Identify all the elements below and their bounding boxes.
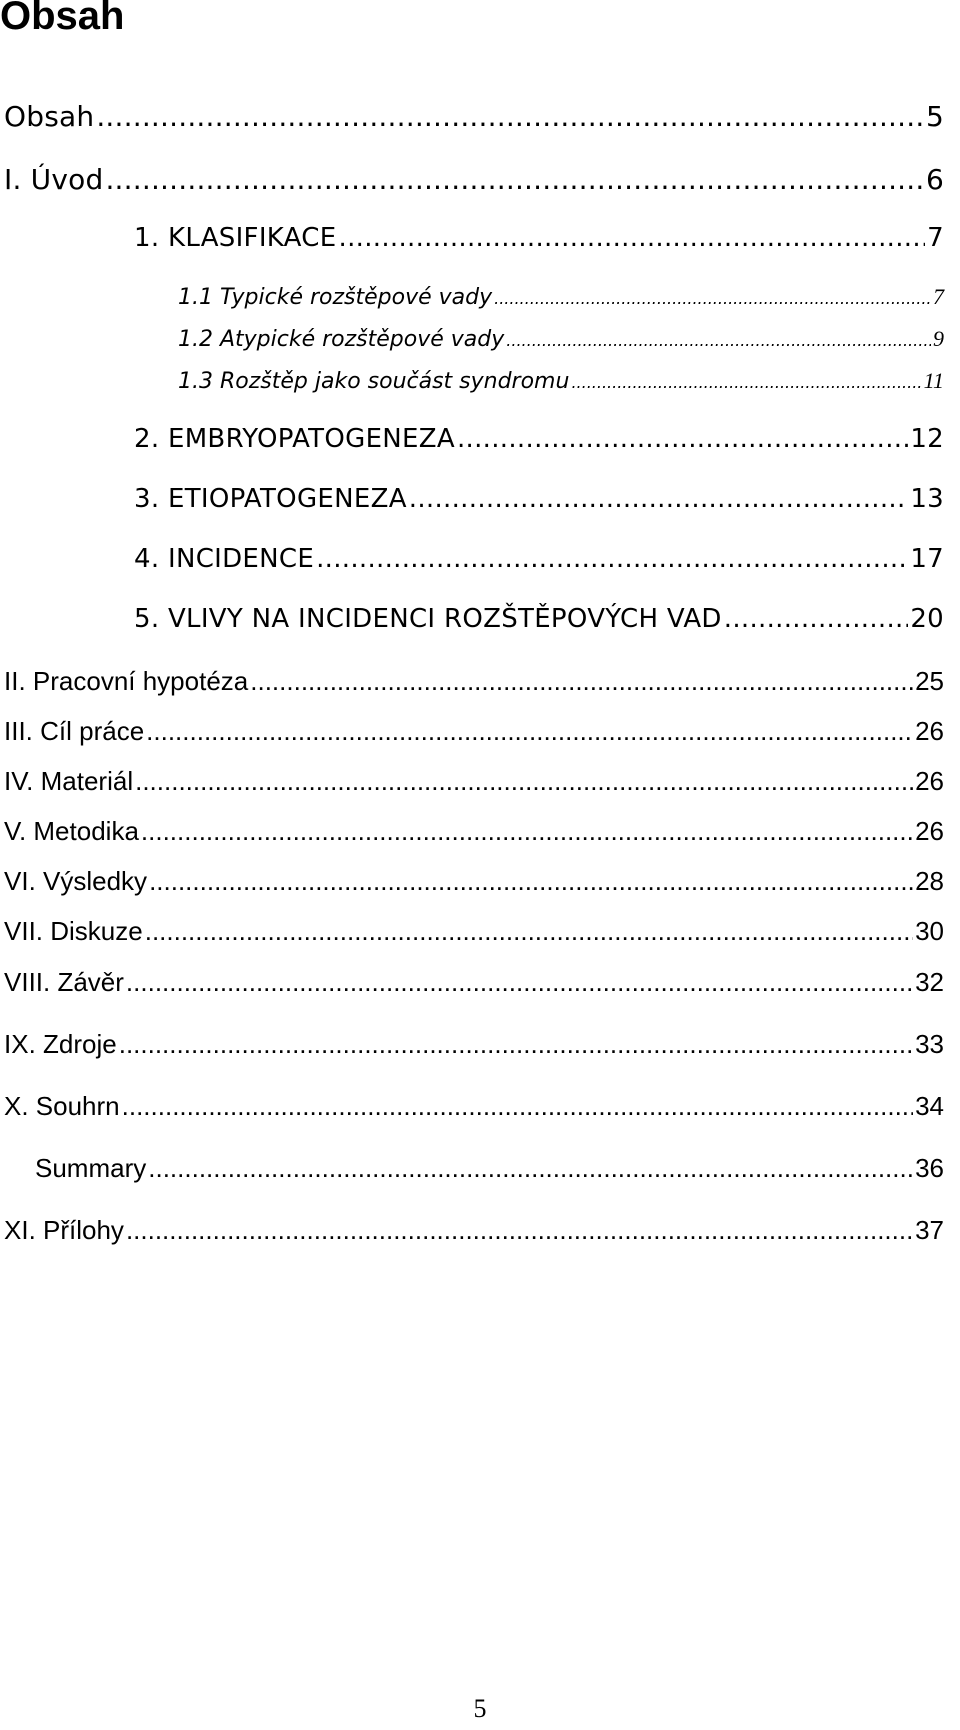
toc-entry-title: Obsah — [4, 100, 95, 133]
toc-entry-page: 11 — [923, 368, 944, 393]
toc-entry-title: V. Metodika — [4, 816, 139, 846]
toc-entry-page: 7 — [927, 223, 944, 253]
toc-entry-embryopatogeneza[interactable] — [134, 424, 944, 454]
toc-entry-etiopatogeneza[interactable] — [134, 484, 944, 514]
toc-entry-page: 28 — [915, 866, 944, 896]
dot-leader — [506, 331, 931, 350]
toc-entry-title: II. Pracovní hypotéza — [4, 666, 249, 696]
toc-entry-page: 17 — [910, 544, 944, 574]
toc-entry-syndrom[interactable] — [178, 368, 944, 394]
dot-leader — [316, 544, 908, 574]
toc-entry-title: VII. Diskuze — [4, 916, 143, 946]
toc-entry-atypicke[interactable] — [178, 326, 944, 352]
toc-entry-cil[interactable] — [4, 716, 944, 747]
toc-entry-title: I. Úvod — [4, 163, 104, 196]
toc-entry-title: 5. VLIVY NA INCIDENCI ROZŠTĚPOVÝCH VAD — [134, 604, 722, 634]
toc-entry-page: 26 — [915, 716, 944, 746]
dot-leader — [122, 1091, 913, 1122]
toc-entry-material[interactable] — [4, 766, 944, 797]
dot-leader — [146, 716, 913, 747]
toc-entry-title: 3. ETIOPATOGENEZA — [134, 484, 407, 514]
toc-entry-page: 26 — [915, 816, 944, 846]
dot-leader — [145, 916, 913, 947]
page-number: 5 — [473, 1694, 487, 1723]
toc-entry-title: X. Souhrn — [4, 1091, 120, 1121]
toc-entry-title: 1. KLASIFIKACE — [134, 223, 337, 253]
dot-leader — [250, 666, 913, 697]
toc-entry-title: Summary — [35, 1153, 147, 1183]
dot-leader — [119, 1029, 913, 1060]
dot-leader — [141, 816, 913, 847]
toc-entry-metodika[interactable] — [4, 816, 944, 847]
toc-entry-zaver[interactable] — [4, 967, 944, 998]
dot-leader — [149, 866, 913, 897]
toc-entry-page: 37 — [915, 1215, 944, 1245]
dot-leader — [571, 373, 921, 392]
toc-entry-incidence[interactable] — [134, 544, 944, 574]
toc-entry-uvod[interactable] — [4, 163, 944, 196]
toc-entry-title: 1.2 Atypické rozštěpové vady — [178, 327, 505, 352]
toc-entry-vlivy[interactable] — [134, 604, 944, 634]
dot-leader — [409, 484, 909, 514]
toc-entry-title: IX. Zdroje — [4, 1029, 117, 1059]
toc-entry-vysledky[interactable] — [4, 866, 944, 897]
toc-entry-prilohy[interactable] — [4, 1215, 944, 1246]
dot-leader — [126, 1215, 913, 1246]
toc-entry-diskuze[interactable] — [4, 916, 944, 947]
dot-leader — [724, 604, 909, 634]
dot-leader — [457, 424, 908, 454]
toc-entry-page: 33 — [915, 1029, 944, 1059]
toc-entry-page: 34 — [915, 1091, 944, 1121]
toc-entry-title: XI. Přílohy — [4, 1215, 124, 1245]
toc-entry-title: 2. EMBRYOPATOGENEZA — [134, 424, 455, 454]
toc-entry-title: 4. INCIDENCE — [134, 544, 315, 574]
toc-entry-page: 30 — [915, 916, 944, 946]
dot-leader — [148, 1153, 913, 1184]
toc-entry-page: 20 — [910, 604, 944, 634]
page-title: Obsah — [0, 0, 125, 38]
toc-entry-page: 6 — [925, 163, 944, 196]
toc-entry-page: 32 — [915, 967, 944, 997]
toc-entry-hypoteza[interactable] — [4, 666, 944, 697]
dot-leader — [96, 100, 924, 133]
toc-entry-typicke[interactable] — [178, 284, 944, 310]
toc-entry-zdroje[interactable] — [4, 1029, 944, 1060]
dot-leader — [135, 766, 913, 797]
toc-entry-title: VIII. Závěr — [4, 967, 124, 997]
toc-entry-page: 7 — [933, 284, 944, 309]
toc-entry-page: 12 — [910, 424, 944, 454]
toc-entry-page: 25 — [915, 666, 944, 696]
toc-entry-page: 9 — [933, 326, 944, 351]
toc-entry-souhrn[interactable] — [4, 1091, 944, 1122]
toc-entry-title: IV. Materiál — [4, 766, 134, 796]
toc-entry-title: III. Cíl práce — [4, 716, 145, 746]
dot-leader — [126, 967, 913, 998]
toc-entry-title: 1.1 Typické rozštěpové vady — [178, 285, 493, 310]
toc-entry-klasifikace[interactable] — [134, 223, 944, 253]
dot-leader — [339, 223, 926, 253]
toc-entry-title: VI. Výsledky — [4, 866, 148, 896]
toc-entry-page: 13 — [910, 484, 944, 514]
toc-entry-summary[interactable] — [35, 1153, 944, 1184]
toc-entry-page: 26 — [915, 766, 944, 796]
toc-entry-obsah[interactable] — [4, 100, 944, 133]
toc-entry-title: 1.3 Rozštěp jako součást syndromu — [178, 369, 570, 394]
dot-leader — [494, 289, 931, 308]
toc-entry-page: 5 — [925, 100, 944, 133]
toc-entry-page: 36 — [915, 1153, 944, 1183]
dot-leader — [105, 163, 924, 196]
